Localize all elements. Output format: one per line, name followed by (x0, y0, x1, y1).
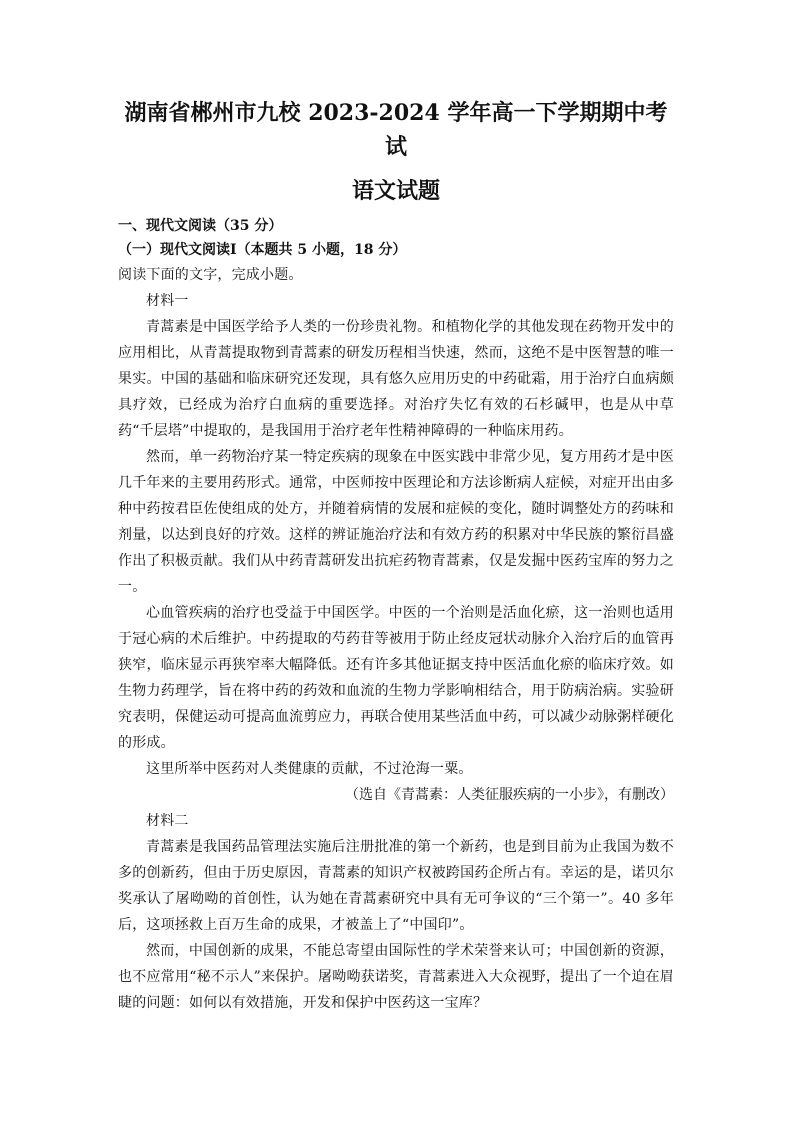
material1-label: 材料一 (146, 293, 189, 309)
material1-paragraph: 心血管疾病的治疗也受益于中国医学。中医的一个治则是活血化瘀，这一治则也适用于冠心病的术后维护。中药提取的芍药苷等被用于防止经皮冠状动脉介入治疗后的血管再狭窄，临床显示再狭窄率大幅降低。还有许多其他证据支持中医活血化瘀的临床疗效。如生物力药理学，旨在将中药的药效和血流的生物力学影响相结合，用于防病治病。实验研究表明，保健运动可提高血流剪应力，再联合使用某些活血中药，可以减少动脉粥样硬化的形成。 (118, 605, 674, 751)
material1-paragraph: 然而，单一药物治疗某一特定疾病的现象在中医实践中非常少见，复方用药才是中医几千年来的主要用药形式。通常，中医师按中医理论和方法诊断病人症候，对症开出由多种中药按君臣佐使组成的处方，并随着病情的发展和症候的变化，随时调整处方的药味和剂量，以达到良好的疗效。这样的辨证施治疗法和有效方药的积累对中华民族的繁衍昌盛作出了积极贡献。我们从中药青蒿研发出抗疟药物青蒿素，仅是发掘中医药宝库的努力之一。 (118, 449, 674, 595)
instruction-text: 阅读下面的文字，完成小题。 (118, 267, 303, 283)
material1-paragraph: 青蒿素是中国医学给予人类的一份珍贵礼物。和植物化学的其他发现在药物开发中的应用相比，从青蒿提取物到青蒿素的研发历程相当快速，然而，这绝不是中医智慧的唯一果实。中国的基础和临床研究还发现，具有悠久应用历史的中药砒霜，用于治疗白血病颇具疗效，已经成为治疗白血病的重要选择。对治疗失忆有效的石杉碱甲，也是从中草药“千层塔”中提取的，是我国用于治疗老年性精神障碍的一种临床用药。 (118, 319, 674, 439)
material1-source: （选自《青蒿素：人类征服疾病的一小步》，有删改） (345, 787, 674, 803)
section-heading: 一、现代文阅读（35 分） (118, 218, 283, 234)
material1-paragraph: 这里所举中医药对人类健康的贡献，不过沧海一粟。 (146, 761, 473, 777)
material2-paragraph: 然而，中国创新的成果，不能总寄望由国际性的学术荣誉来认可；中国创新的资源，也不应常用“秘不示人”来保护。屠呦呦获诺奖，青蒿素进入大众视野，提出了一个迫在眉睫的问题：如何以有效措施，开发和保护中医药这一宝库？ (118, 943, 674, 1011)
material2-paragraph: 青蒿素是我国药品管理法实施后注册批准的第一个新药，也是到目前为止我国为数不多的创新药，但由于历史原因，青蒿素的知识产权被跨国药企所占有。幸运的是，诺贝尔奖承认了屠呦呦的首创性，认为她在青蒿素研究中具有无可争议的“三个第一”。40 多年后，这项拯救上百万生命的成果，才被盖上了“中国印”。 (118, 839, 674, 933)
subsection-heading: （一）现代文阅读Ⅰ（本题共 5 小题，18 分） (118, 242, 407, 258)
material2-label: 材料二 (146, 813, 189, 829)
document-title: 湖南省郴州市九校 2023-2024 学年高一下学期期中考试 (124, 100, 668, 160)
document-subtitle: 语文试题 (351, 178, 440, 204)
